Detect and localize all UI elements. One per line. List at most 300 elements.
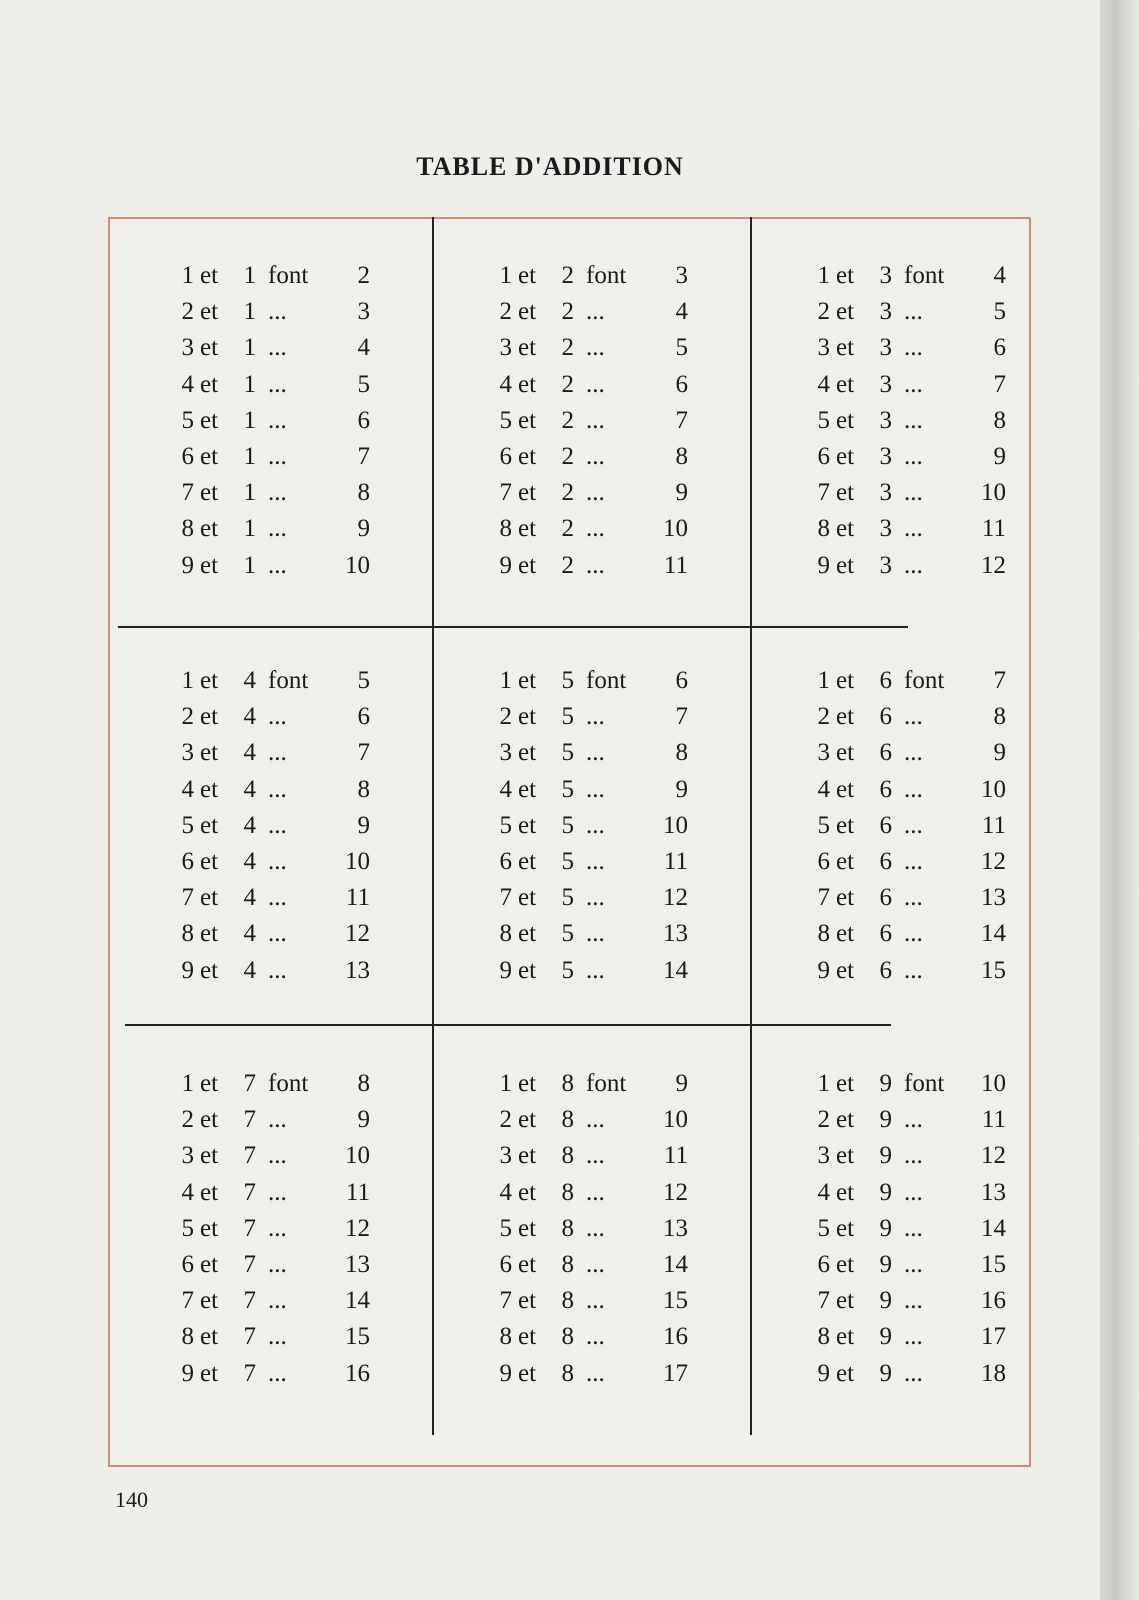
second-addend: 9	[879, 1323, 892, 1351]
first-addend: 8	[181, 1323, 194, 1351]
addition-row	[172, 739, 472, 775]
leader-dots: ...	[586, 406, 605, 434]
et-word: et	[836, 884, 855, 912]
sum: 3	[357, 298, 370, 326]
et-word: et	[518, 406, 537, 434]
second-addend: 1	[243, 334, 256, 362]
first-addend: 7	[817, 884, 830, 912]
addition-row	[172, 479, 472, 515]
sum: 12	[981, 847, 1006, 875]
et-word: et	[200, 1323, 219, 1351]
second-addend: 6	[879, 703, 892, 731]
addition-block-6	[808, 667, 1108, 993]
second-addend: 8	[561, 1178, 574, 1206]
leader-dots: ...	[268, 1142, 287, 1170]
et-word: et	[200, 479, 219, 507]
addition-row	[172, 1070, 472, 1106]
et-word: et	[518, 847, 537, 875]
leader-dots: ...	[268, 1287, 287, 1315]
et-word: et	[200, 775, 219, 803]
font-word: font	[268, 262, 309, 289]
et-word: et	[518, 1106, 537, 1134]
et-word: et	[200, 1106, 219, 1134]
et-word: et	[518, 1250, 537, 1278]
second-addend: 2	[561, 479, 574, 507]
leader-dots: ...	[586, 370, 605, 398]
sum: 8	[993, 703, 1006, 731]
first-addend: 7	[181, 479, 194, 507]
second-addend: 4	[243, 884, 256, 912]
first-addend: 6	[181, 847, 194, 875]
addition-row	[808, 957, 1108, 993]
first-addend: 8	[499, 920, 512, 948]
second-addend: 2	[561, 262, 574, 289]
first-addend: 3	[817, 334, 830, 362]
first-addend: 6	[181, 442, 194, 470]
addition-row	[808, 298, 1108, 334]
addition-row	[172, 776, 472, 812]
second-addend: 2	[561, 406, 574, 434]
addition-row	[172, 1142, 472, 1178]
first-addend: 1	[817, 262, 830, 289]
addition-row	[172, 667, 472, 703]
first-addend: 3	[181, 739, 194, 767]
addition-block-1	[172, 262, 472, 588]
sum: 5	[993, 298, 1006, 326]
sum: 14	[981, 920, 1006, 948]
sum: 12	[981, 551, 1006, 579]
sum: 7	[675, 406, 688, 434]
addition-row	[490, 515, 790, 551]
second-addend: 7	[243, 1323, 256, 1351]
et-word: et	[518, 515, 537, 543]
leader-dots: ...	[268, 298, 287, 326]
first-addend: 6	[817, 442, 830, 470]
sum: 8	[357, 479, 370, 507]
addition-row	[808, 515, 1108, 551]
addition-row	[172, 334, 472, 370]
first-addend: 7	[499, 884, 512, 912]
addition-row	[808, 334, 1108, 370]
leader-dots: ...	[586, 551, 605, 579]
leader-dots: ...	[268, 1323, 287, 1351]
sum: 12	[663, 884, 688, 912]
second-addend: 7	[243, 1250, 256, 1278]
et-word: et	[836, 1070, 855, 1097]
second-addend: 1	[243, 515, 256, 543]
font-word: font	[268, 667, 309, 694]
addition-row	[490, 739, 790, 775]
second-addend: 4	[243, 920, 256, 948]
second-addend: 1	[243, 479, 256, 507]
leader-dots: ...	[268, 370, 287, 398]
et-word: et	[836, 515, 855, 543]
second-addend: 4	[243, 811, 256, 839]
leader-dots: ...	[904, 551, 923, 579]
font-word: font	[586, 262, 627, 289]
font-word: font	[904, 262, 945, 289]
addition-row	[490, 334, 790, 370]
addition-row	[808, 479, 1108, 515]
leader-dots: ...	[586, 811, 605, 839]
sum: 7	[993, 667, 1006, 694]
second-addend: 6	[879, 920, 892, 948]
addition-row	[172, 1360, 472, 1396]
leader-dots: ...	[586, 956, 605, 984]
addition-row	[808, 1360, 1108, 1396]
leader-dots: ...	[586, 1178, 605, 1206]
sum: 14	[345, 1287, 370, 1315]
first-addend: 9	[181, 956, 194, 984]
et-word: et	[836, 775, 855, 803]
addition-row	[490, 1251, 790, 1287]
leader-dots: ...	[586, 515, 605, 543]
et-word: et	[200, 551, 219, 579]
addition-row	[490, 1106, 790, 1142]
first-addend: 6	[499, 847, 512, 875]
first-addend: 6	[817, 1250, 830, 1278]
font-word: font	[268, 1070, 309, 1097]
addition-row	[172, 920, 472, 956]
leader-dots: ...	[904, 1287, 923, 1315]
leader-dots: ...	[268, 847, 287, 875]
leader-dots: ...	[268, 884, 287, 912]
row-divider-1	[118, 626, 908, 628]
first-addend: 3	[499, 1142, 512, 1170]
sum: 16	[345, 1359, 370, 1387]
first-addend: 7	[181, 1287, 194, 1315]
leader-dots: ...	[904, 884, 923, 912]
addition-row	[172, 1215, 472, 1251]
addition-row	[808, 407, 1108, 443]
et-word: et	[200, 1214, 219, 1242]
et-word: et	[836, 1250, 855, 1278]
first-addend: 3	[817, 1142, 830, 1170]
et-word: et	[836, 1287, 855, 1315]
second-addend: 3	[879, 406, 892, 434]
et-word: et	[518, 884, 537, 912]
leader-dots: ...	[904, 406, 923, 434]
second-addend: 5	[561, 811, 574, 839]
first-addend: 6	[181, 1250, 194, 1278]
second-addend: 8	[561, 1287, 574, 1315]
first-addend: 8	[817, 1323, 830, 1351]
second-addend: 1	[243, 262, 256, 289]
leader-dots: ...	[586, 1214, 605, 1242]
et-word: et	[200, 847, 219, 875]
addition-row	[490, 1287, 790, 1323]
leader-dots: ...	[586, 1106, 605, 1134]
et-word: et	[836, 703, 855, 731]
sum: 13	[345, 956, 370, 984]
leader-dots: ...	[904, 739, 923, 767]
first-addend: 1	[817, 667, 830, 694]
first-addend: 6	[499, 442, 512, 470]
et-word: et	[518, 1287, 537, 1315]
second-addend: 9	[879, 1359, 892, 1387]
addition-row	[490, 812, 790, 848]
first-addend: 3	[499, 334, 512, 362]
first-addend: 5	[499, 1214, 512, 1242]
et-word: et	[836, 1214, 855, 1242]
sum: 7	[357, 442, 370, 470]
first-addend: 2	[817, 703, 830, 731]
leader-dots: ...	[904, 1178, 923, 1206]
first-addend: 9	[817, 956, 830, 984]
et-word: et	[518, 811, 537, 839]
second-addend: 3	[879, 551, 892, 579]
second-addend: 9	[879, 1070, 892, 1097]
first-addend: 2	[499, 1106, 512, 1134]
addition-row	[172, 812, 472, 848]
first-addend: 1	[499, 262, 512, 289]
first-addend: 9	[181, 1359, 194, 1387]
addition-row	[808, 371, 1108, 407]
sum: 9	[993, 739, 1006, 767]
second-addend: 3	[879, 334, 892, 362]
sum: 12	[981, 1142, 1006, 1170]
sum: 10	[981, 775, 1006, 803]
leader-dots: ...	[268, 1106, 287, 1134]
first-addend: 5	[817, 1214, 830, 1242]
addition-block-5	[490, 667, 790, 993]
et-word: et	[836, 370, 855, 398]
first-addend: 1	[817, 1070, 830, 1097]
et-word: et	[518, 1323, 537, 1351]
font-word: font	[904, 1070, 945, 1097]
et-word: et	[200, 920, 219, 948]
addition-row	[490, 407, 790, 443]
second-addend: 3	[879, 262, 892, 289]
et-word: et	[836, 667, 855, 694]
first-addend: 5	[181, 1214, 194, 1242]
addition-row	[172, 848, 472, 884]
second-addend: 4	[243, 703, 256, 731]
second-addend: 5	[561, 847, 574, 875]
et-word: et	[518, 298, 537, 326]
sum: 15	[981, 956, 1006, 984]
font-word: font	[904, 667, 945, 694]
et-word: et	[518, 479, 537, 507]
second-addend: 4	[243, 739, 256, 767]
second-addend: 5	[561, 739, 574, 767]
et-word: et	[200, 1178, 219, 1206]
et-word: et	[836, 298, 855, 326]
sum: 17	[981, 1323, 1006, 1351]
addition-block-4	[172, 667, 472, 993]
sum: 5	[357, 667, 370, 694]
addition-row	[490, 443, 790, 479]
sum: 6	[993, 334, 1006, 362]
addition-row	[490, 920, 790, 956]
second-addend: 3	[879, 515, 892, 543]
et-word: et	[836, 956, 855, 984]
sum: 14	[981, 1214, 1006, 1242]
sum: 10	[345, 1142, 370, 1170]
leader-dots: ...	[268, 479, 287, 507]
second-addend: 1	[243, 551, 256, 579]
addition-row	[172, 1287, 472, 1323]
leader-dots: ...	[904, 370, 923, 398]
sum: 15	[981, 1250, 1006, 1278]
second-addend: 6	[879, 739, 892, 767]
sum: 4	[357, 334, 370, 362]
sum: 10	[981, 1070, 1006, 1097]
sum: 16	[663, 1323, 688, 1351]
et-word: et	[200, 1250, 219, 1278]
addition-row	[808, 920, 1108, 956]
second-addend: 9	[879, 1250, 892, 1278]
leader-dots: ...	[904, 1323, 923, 1351]
leader-dots: ...	[904, 1250, 923, 1278]
addition-row	[172, 443, 472, 479]
first-addend: 4	[499, 775, 512, 803]
addition-row	[490, 262, 790, 298]
et-word: et	[836, 1323, 855, 1351]
sum: 14	[663, 956, 688, 984]
second-addend: 9	[879, 1142, 892, 1170]
sum: 12	[345, 920, 370, 948]
first-addend: 3	[817, 739, 830, 767]
addition-block-7	[172, 1070, 472, 1396]
sum: 17	[663, 1359, 688, 1387]
sum: 13	[981, 884, 1006, 912]
addition-row	[490, 1142, 790, 1178]
sum: 4	[675, 298, 688, 326]
et-word: et	[200, 703, 219, 731]
page-edge	[1100, 0, 1139, 1600]
leader-dots: ...	[268, 551, 287, 579]
et-word: et	[200, 298, 219, 326]
leader-dots: ...	[904, 1106, 923, 1134]
leader-dots: ...	[904, 847, 923, 875]
sum: 16	[981, 1287, 1006, 1315]
second-addend: 5	[561, 884, 574, 912]
font-word: font	[586, 667, 627, 694]
second-addend: 9	[879, 1214, 892, 1242]
sum: 6	[357, 703, 370, 731]
first-addend: 4	[499, 370, 512, 398]
et-word: et	[200, 667, 219, 694]
addition-row	[490, 1070, 790, 1106]
sum: 11	[345, 1178, 370, 1206]
second-addend: 5	[561, 920, 574, 948]
addition-row	[808, 1179, 1108, 1215]
addition-row	[490, 1215, 790, 1251]
first-addend: 1	[499, 1070, 512, 1097]
first-addend: 8	[181, 920, 194, 948]
sum: 10	[345, 551, 370, 579]
first-addend: 4	[181, 1178, 194, 1206]
sum: 3	[675, 262, 688, 289]
first-addend: 5	[181, 811, 194, 839]
addition-row	[490, 667, 790, 703]
et-word: et	[200, 406, 219, 434]
sum: 7	[993, 370, 1006, 398]
leader-dots: ...	[268, 515, 287, 543]
leader-dots: ...	[904, 334, 923, 362]
sum: 11	[981, 1106, 1006, 1134]
addition-row	[172, 703, 472, 739]
second-addend: 3	[879, 370, 892, 398]
addition-row	[172, 298, 472, 334]
first-addend: 4	[817, 370, 830, 398]
sum: 11	[345, 884, 370, 912]
et-word: et	[200, 884, 219, 912]
first-addend: 9	[499, 1359, 512, 1387]
addition-row	[490, 1323, 790, 1359]
first-addend: 9	[181, 551, 194, 579]
second-addend: 9	[879, 1106, 892, 1134]
sum: 8	[357, 1070, 370, 1097]
leader-dots: ...	[268, 334, 287, 362]
second-addend: 8	[561, 1142, 574, 1170]
addition-row	[808, 1323, 1108, 1359]
first-addend: 3	[181, 334, 194, 362]
sum: 8	[675, 442, 688, 470]
leader-dots: ...	[904, 1359, 923, 1387]
leader-dots: ...	[268, 956, 287, 984]
sum: 9	[357, 515, 370, 543]
second-addend: 2	[561, 515, 574, 543]
sum: 10	[663, 515, 688, 543]
leader-dots: ...	[268, 1359, 287, 1387]
first-addend: 4	[181, 370, 194, 398]
et-word: et	[836, 334, 855, 362]
sum: 11	[663, 847, 688, 875]
second-addend: 9	[879, 1287, 892, 1315]
et-word: et	[836, 1142, 855, 1170]
sum: 11	[663, 551, 688, 579]
et-word: et	[200, 1359, 219, 1387]
et-word: et	[518, 703, 537, 731]
leader-dots: ...	[904, 298, 923, 326]
sum: 12	[663, 1178, 688, 1206]
sum: 10	[345, 847, 370, 875]
second-addend: 1	[243, 406, 256, 434]
second-addend: 3	[879, 479, 892, 507]
et-word: et	[836, 1359, 855, 1387]
leader-dots: ...	[268, 703, 287, 731]
leader-dots: ...	[586, 703, 605, 731]
second-addend: 5	[561, 775, 574, 803]
et-word: et	[200, 1142, 219, 1170]
leader-dots: ...	[586, 334, 605, 362]
addition-row	[808, 703, 1108, 739]
font-word: font	[586, 1070, 627, 1097]
leader-dots: ...	[586, 1323, 605, 1351]
second-addend: 7	[243, 1178, 256, 1206]
second-addend: 5	[561, 667, 574, 694]
et-word: et	[200, 334, 219, 362]
first-addend: 7	[499, 1287, 512, 1315]
addition-row	[808, 1142, 1108, 1178]
leader-dots: ...	[904, 479, 923, 507]
et-word: et	[200, 956, 219, 984]
leader-dots: ...	[586, 1359, 605, 1387]
et-word: et	[836, 811, 855, 839]
addition-row	[808, 1106, 1108, 1142]
second-addend: 8	[561, 1070, 574, 1097]
et-word: et	[518, 1178, 537, 1206]
first-addend: 1	[181, 262, 194, 289]
addition-row	[490, 776, 790, 812]
et-word: et	[836, 262, 855, 289]
addition-row	[490, 371, 790, 407]
first-addend: 2	[499, 298, 512, 326]
addition-row	[808, 776, 1108, 812]
first-addend: 9	[817, 551, 830, 579]
